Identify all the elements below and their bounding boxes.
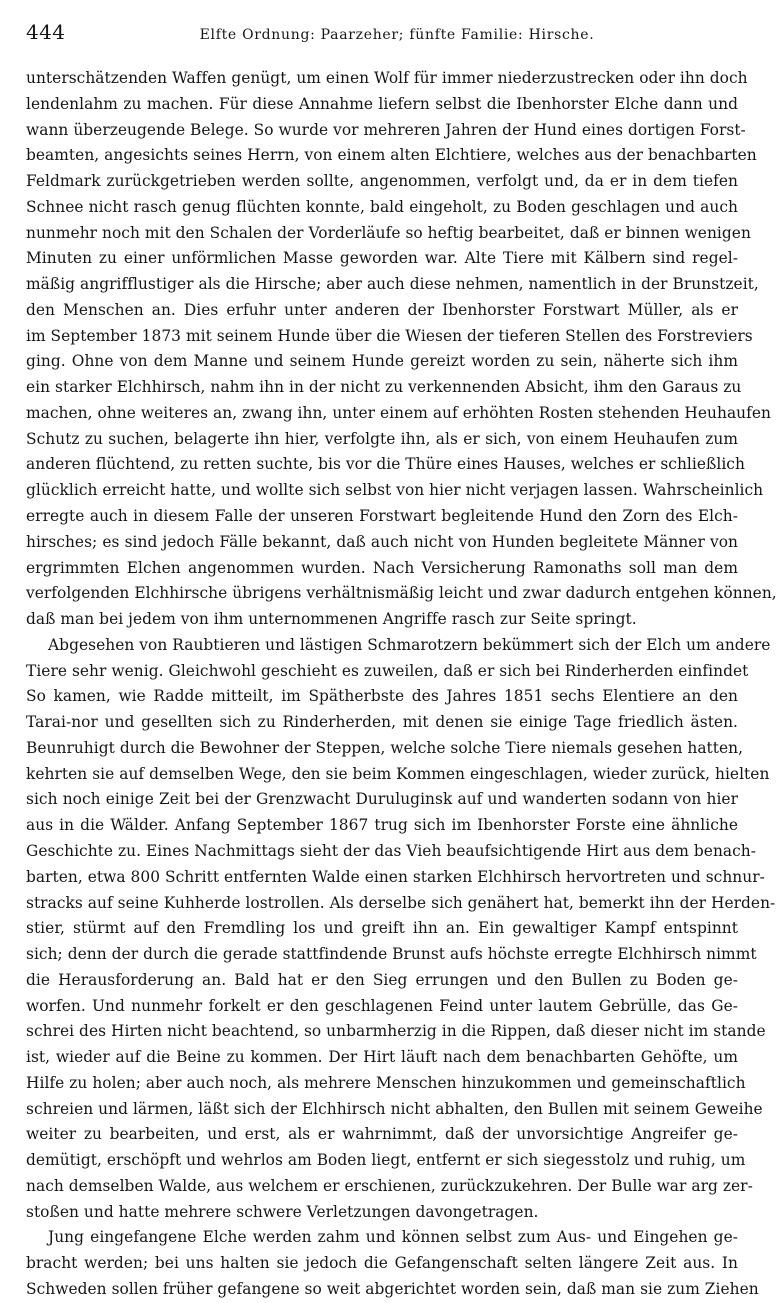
text-line: im September 1873 mit seinem Hunde über die Wiesen der tieferen Stellen des Forstreviers (26, 326, 753, 345)
text-line: weiter zu bearbeiten, und erst, als er wahrnimmt, daß der unvorsichtige Angreifer ge- (26, 1125, 738, 1144)
text-line: worfen. Und nunmehr forkelt er den geschlagenen Feind unter lautem Gebrülle, das Ge- (26, 996, 738, 1015)
text-line: stoßen und hatte mehrere schwere Verletzungen davongetragen. (26, 1202, 539, 1221)
text-line: ging. Ohne von dem Manne und seinem Hunde gereizt worden zu sein, näherte sich ihm (26, 352, 738, 371)
text-line: Feldmark zurückgetrieben werden sollte, angenommen, verfolgt und, da er in dem tiefen (26, 172, 738, 191)
text-line: nach demselben Walde, aus welchem er erschienen, zurückzukehren. Der Bulle war arg zer- (26, 1176, 753, 1195)
text-line: wann überzeugende Belege. So wurde vor mehreren Jahren der Hund eines dortigen Forst- (26, 120, 746, 139)
text-line: barten, etwa 800 Schritt entfernten Walde einen starken Elchhirsch hervortreten und schnur- (26, 867, 765, 886)
text-line: nunmehr noch mit den Schalen der Vorderläufe so heftig bearbeitet, daß er binnen wenigen (26, 223, 751, 242)
text-line: ein starker Elchhirsch, nahm ihn in der nicht zu verkennenden Absicht, ihm den Garaus zu (26, 378, 742, 397)
text-line: bracht werden; bei uns halten sie jedoch die Gefangenschaft selten längere Zeit aus. In (26, 1254, 738, 1273)
page-header (26, 20, 738, 46)
text-line: lendenlahm zu machen. Für diese Annahme liefern selbst die Ibenhorster Elche dann und (26, 94, 738, 113)
text-line: beamten, angesichts seines Herrn, von einem alten Elchtiere, welches aus der benachbarten (26, 146, 757, 165)
text-line: stier, stürmt auf den Fremdling los und greift ihn an. Ein gewaltiger Kampf entspinnt (26, 919, 738, 938)
text-line: Hilfe zu holen; aber auch noch, als mehrere Menschen hinzukommen und gemeinschaftlich (26, 1073, 746, 1092)
text-line: stracks auf seine Kuhherde lostrollen. Als derselbe sich genähert hat, bemerkt ihn der Herden- (26, 893, 776, 912)
body-text (26, 66, 777, 1303)
text-line: schrei des Hirten nicht beachtend, so unbarmherzig in die Rippen, daß dieser nicht im stande (26, 1022, 766, 1041)
text-line: verfolgenden Elchhirsche übrigens verhältnismäßig leicht und zwar dadurch entgehen können, (26, 584, 777, 603)
text-line: glücklich erreicht hatte, und wollte sich selbst von hier nicht verjagen lassen. Wahrscheinlich (26, 481, 764, 500)
text-line: Abgesehen von Raubtieren und lästigen Schmarotzern bekümmert sich der Elch um andere (48, 635, 771, 654)
text-line: Tiere sehr wenig. Gleichwohl geschieht es zuweilen, daß er sich bei Rinderherden einfindet (26, 661, 749, 680)
text-line: anderen flüchtend, zu retten suchte, bis vor die Thüre eines Hauses, welches er schließlich (26, 455, 745, 474)
paragraph (26, 633, 776, 1226)
text-line: unterschätzenden Waffen genügt, um einen Wolf für immer niederzustrecken oder ihn doch (26, 69, 748, 87)
text-line: schreien und lärmen, läßt sich der Elchhirsch nicht abhalten, den Bullen mit seinem Geweihe (26, 1099, 763, 1118)
text-line: daß man bei jedem von ihm unternommenen Angriffe rasch zur Seite springt. (26, 610, 637, 629)
text-line: sich noch einige Zeit bei der Grenzwacht Duruluginsk auf und wanderten sodann von hier (26, 790, 738, 809)
text-line: mäßig angrifflustiger als die Hirsche; aber auch diese nehmen, namentlich in der Brunstzeit, (26, 275, 759, 294)
text-line: Schnee nicht rasch genug flüchten konnte, bald eingeholt, zu Boden geschlagen und auch (26, 197, 738, 216)
text-line: Beunruhigt durch die Bewohner der Steppen, welche solche Tiere niemals gesehen hatten, (26, 738, 744, 757)
text-line: den Menschen an. Dies erfuhr unter anderen der Ibenhorster Forstwart Müller, als er (26, 300, 738, 319)
text-line: erregte auch in diesem Falle der unseren Forstwart begleitende Hund den Zorn des Elch- (26, 507, 738, 526)
text-line: ergrimmten Elchen angenommen wurden. Nach Versicherung Ramonaths soll man dem (26, 558, 738, 577)
text-line: sich; denn der durch die gerade stattfindende Brunst aufs höchste erregte Elchhirsch nimmt (26, 945, 757, 964)
text-line: demütigt, erschöpft und wehrlos am Boden liegt, entfernt er sich siegesstolz und ruhig, um (26, 1151, 746, 1170)
text-line: Minuten zu einer unförmlichen Masse geworden war. Alte Tiere mit Kälbern sind regel- (26, 249, 738, 268)
text-line: Jung eingefangene Elche werden zahm und können selbst zum Aus- und Eingehen ge- (48, 1228, 738, 1247)
text-line: Tarai-nor und gesellten sich zu Rinderherden, mit denen sie einige Tage friedlich ästen. (26, 713, 738, 732)
text-line: ist, wieder auf die Beine zu kommen. Der Hirt läuft nach dem benachbarten Gehöfte, um (26, 1048, 738, 1067)
text-line: Schweden sollen früher gefangene so weit abgerichtet worden sein, daß man sie zum Ziehen (26, 1279, 759, 1298)
paragraph (26, 1225, 759, 1302)
book-page (26, 20, 777, 1298)
text-line: aus in die Wälder. Anfang September 1867 trug sich im Ibenhorster Forste eine ähnliche (26, 816, 738, 835)
text-line: kehrten sie auf demselben Wege, den sie beim Kommen eingeschlagen, wieder zurück, hielten (26, 764, 770, 783)
page-number: 444 (26, 20, 66, 44)
text-line: die Herausforderung an. Bald hat er den Sieg errungen und den Bullen zu Boden ge- (26, 970, 738, 989)
text-line: machen, ohne weiteres an, zwang ihn, unter einem auf erhöhten Rosten stehenden Heuhaufen (26, 403, 771, 422)
text-line: Schutz zu suchen, belagerte ihn hier, verfolgte ihn, als er sich, von einem Heuhaufen zum (26, 429, 738, 448)
text-line: Geschichte zu. Eines Nachmittags sieht der das Vieh beaufsichtigende Hirt aus dem benach- (26, 841, 757, 860)
running-head: Elfte Ordnung: Paarzeher; fünfte Familie: Hirsche. (199, 27, 595, 43)
text-line: hirsches; es sind jedoch Fälle bekannt, daß auch nicht von Hunden begleitete Männer von (26, 532, 738, 551)
text-line: So kamen, wie Radde mitteilt, im Spätherbste des Jahres 1851 sechs Elentiere an den (26, 687, 738, 706)
paragraph (26, 66, 777, 633)
